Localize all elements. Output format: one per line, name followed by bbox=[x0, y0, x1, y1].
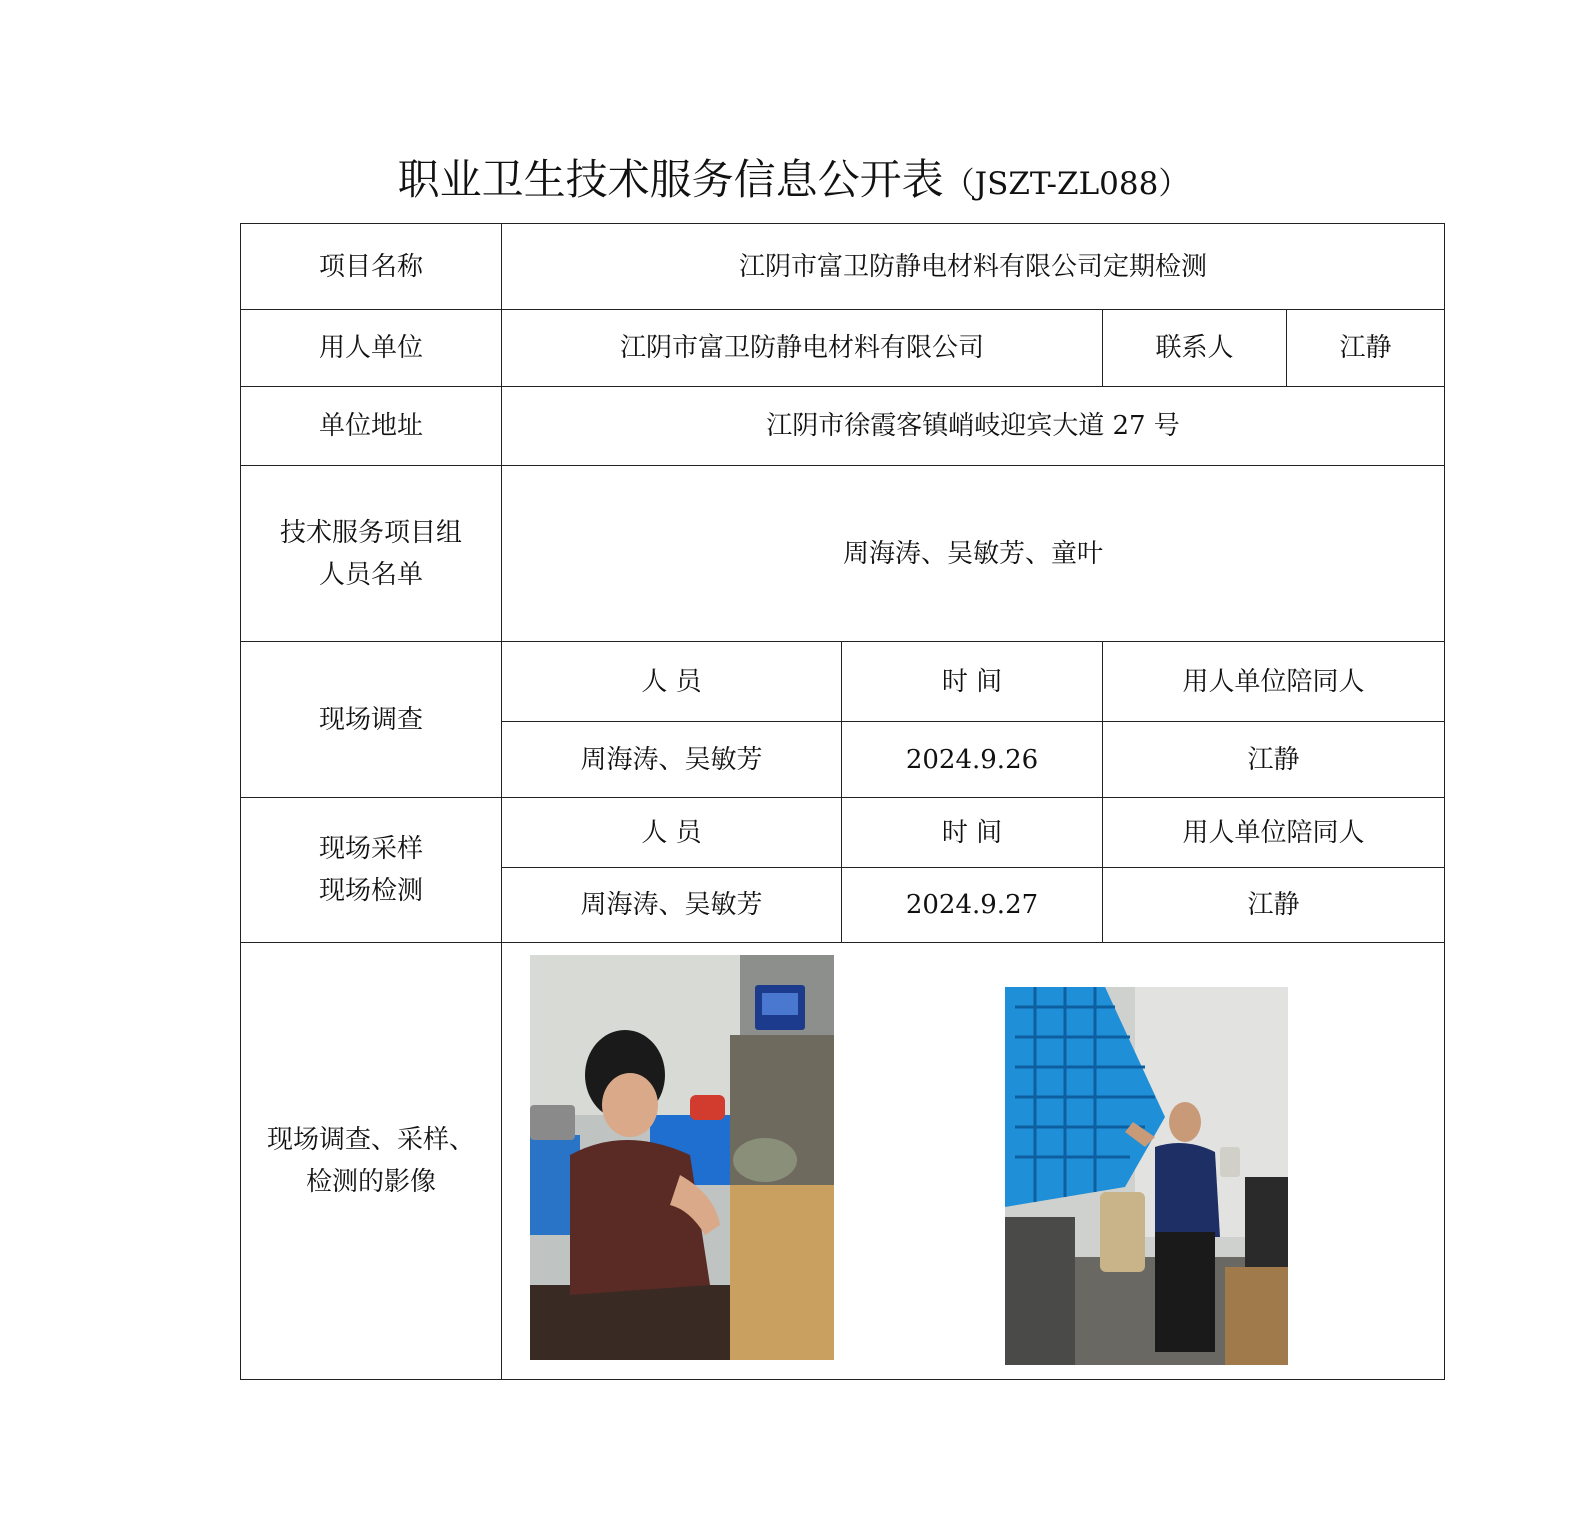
row-project bbox=[241, 224, 1445, 310]
sampling-label-line1: 现场采样 bbox=[318, 834, 423, 864]
survey-personnel: 周海涛、吴敏芳 bbox=[502, 722, 842, 798]
project-value: 江阴市富卫防静电材料有限公司定期检测 bbox=[502, 224, 1445, 310]
employer-label: 用人单位 bbox=[241, 310, 502, 387]
survey-time: 2024.9.26 bbox=[842, 722, 1103, 798]
images-label bbox=[241, 943, 502, 1380]
contact-value: 江静 bbox=[1287, 310, 1445, 387]
team-label-line2: 人员名单 bbox=[318, 559, 423, 590]
team-value: 周海涛、吴敏芳、童叶 bbox=[502, 466, 1445, 642]
photo-1-image bbox=[530, 955, 834, 1360]
row-survey-header bbox=[241, 642, 1445, 722]
title-code: （JSZT-ZL088） bbox=[943, 166, 1190, 202]
page-title bbox=[0, 150, 1587, 214]
sampling-label bbox=[241, 798, 502, 943]
sampling-header-companion: 用人单位陪同人 bbox=[1103, 798, 1445, 868]
row-address bbox=[241, 387, 1445, 466]
sampling-label-line2: 现场检测 bbox=[318, 876, 423, 906]
images-label-line2: 检测的影像 bbox=[305, 1167, 436, 1197]
sampling-header-personnel: 人 员 bbox=[502, 798, 842, 868]
contact-label: 联系人 bbox=[1103, 310, 1287, 387]
survey-label: 现场调查 bbox=[241, 642, 502, 798]
site-photo-1 bbox=[530, 955, 834, 1360]
row-sampling-header bbox=[241, 798, 1445, 868]
title-main: 职业卫生技术服务信息公开表 bbox=[397, 155, 944, 204]
row-team bbox=[241, 466, 1445, 642]
images-label-line1: 现场调查、采样、 bbox=[266, 1125, 475, 1155]
photo-2-image bbox=[1005, 987, 1288, 1365]
employer-value: 江阴市富卫防静电材料有限公司 bbox=[502, 310, 1103, 387]
survey-header-companion: 用人单位陪同人 bbox=[1103, 642, 1445, 722]
row-employer bbox=[241, 310, 1445, 387]
address-value: 江阴市徐霞客镇峭岐迎宾大道 27 号 bbox=[502, 387, 1445, 466]
sampling-header-time: 时 间 bbox=[842, 798, 1103, 868]
team-label bbox=[241, 466, 502, 642]
survey-companion: 江静 bbox=[1103, 722, 1445, 798]
sampling-time: 2024.9.27 bbox=[842, 868, 1103, 943]
team-label-line1: 技术服务项目组 bbox=[279, 517, 462, 548]
address-label: 单位地址 bbox=[241, 387, 502, 466]
survey-header-time: 时 间 bbox=[842, 642, 1103, 722]
survey-header-personnel: 人 员 bbox=[502, 642, 842, 722]
sampling-personnel: 周海涛、吴敏芳 bbox=[502, 868, 842, 943]
project-label: 项目名称 bbox=[241, 224, 502, 310]
sampling-companion: 江静 bbox=[1103, 868, 1445, 943]
site-photo-2 bbox=[1005, 987, 1288, 1365]
